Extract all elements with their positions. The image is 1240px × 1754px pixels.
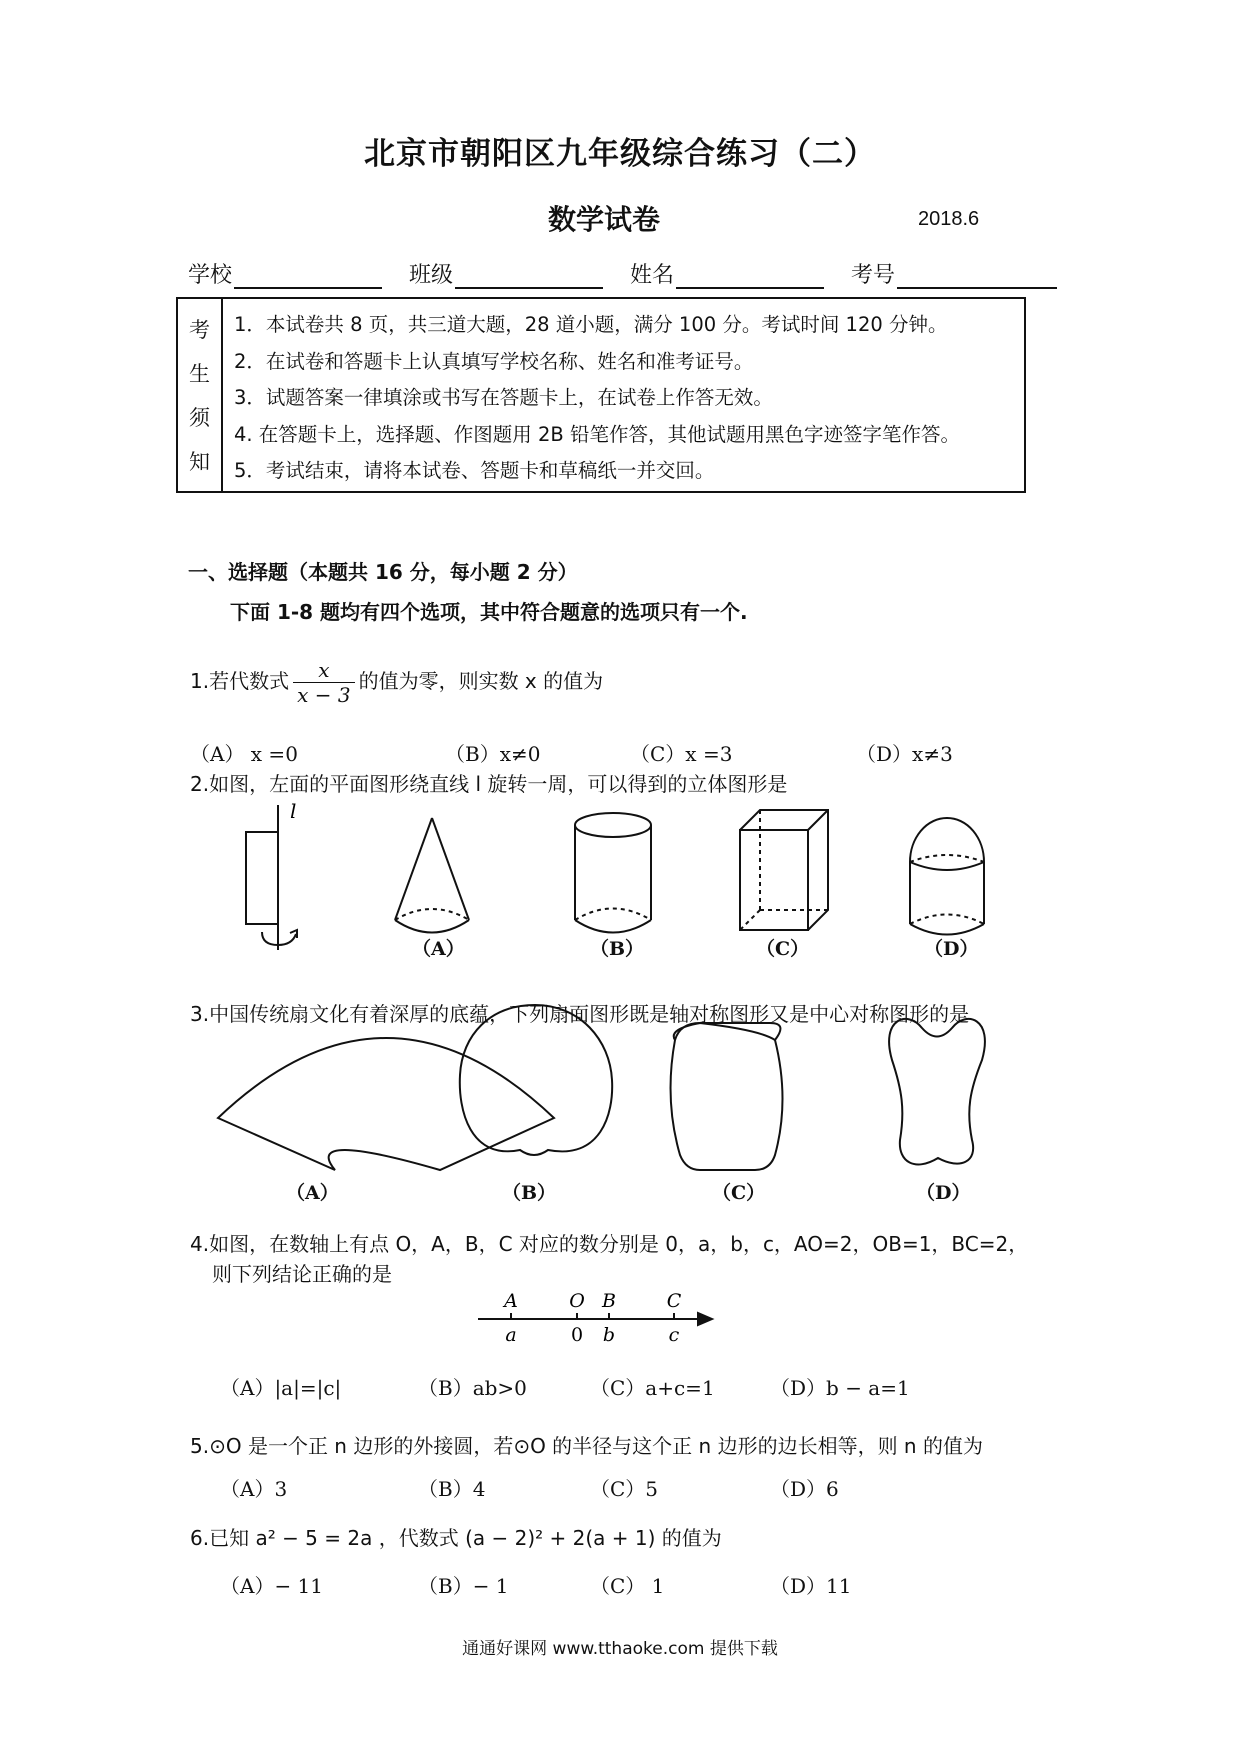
q2-capsule-figure: [910, 818, 984, 935]
q2-caption-d[interactable]: （D）: [924, 938, 979, 960]
q4-option-c[interactable]: （C）a+c=1: [590, 1376, 715, 1400]
question-6: 6.已知 a² − 5 = 2a ，代数式 (a − 2)² + 2(a + 1) 的值为: [190, 1526, 722, 1550]
q2-caption-a[interactable]: （A）: [412, 938, 465, 960]
q2-cylinder-figure: [575, 813, 651, 933]
q6-option-a[interactable]: （A）− 11: [220, 1574, 324, 1598]
q2-caption-c[interactable]: （C）: [756, 938, 810, 960]
q2-prism-figure: [740, 810, 828, 930]
point-name-c: C: [666, 1290, 682, 1312]
q3-fan-d: [889, 1019, 985, 1164]
section-note: 下面 1-8 题均有四个选项，其中符合题意的选项只有一个.: [230, 600, 748, 624]
q2-caption-b[interactable]: （B）: [590, 938, 645, 960]
point-name-a: A: [504, 1290, 518, 1312]
point-name-o: O: [569, 1290, 585, 1312]
q6-option-d[interactable]: （D）11: [770, 1574, 852, 1598]
q2-cone-figure: [395, 818, 469, 933]
point-value-a: a: [505, 1324, 517, 1346]
notice-side-label: 考 生 须 知: [178, 299, 223, 491]
field-name: 姓名: [630, 258, 824, 289]
q5-option-b[interactable]: （B）4: [418, 1477, 486, 1501]
question-5: 5.⊙O 是一个正 n 边形的外接圆，若⊙O 的半径与这个正 n 边形的边长相等，则 n 的值为: [190, 1434, 983, 1458]
question-1: 1.若代数式 $\frac{x}{x - 3}$ 的值为零，则实数 x 的值为: [190, 658, 604, 707]
notice-item: 2．在试卷和答题卡上认真填写学校名称、姓名和准考证号。: [234, 349, 754, 373]
notice-item: 1．本试卷共 8 页，共三道大题，28 道小题，满分 100 分。考试时间 120 分钟。: [234, 313, 948, 336]
field-school: 学校: [188, 258, 382, 289]
q4-option-d[interactable]: （D）b − a=1: [770, 1376, 910, 1400]
q1-option-a[interactable]: （A） x =0: [190, 742, 298, 766]
page-title: 北京市朝阳区九年级综合练习（二）: [364, 136, 876, 172]
q6-option-b[interactable]: （B）− 1: [418, 1574, 509, 1598]
q1-option-b[interactable]: （B）x≠0: [445, 742, 541, 766]
q4-option-a[interactable]: （A）|a|=|c|: [220, 1376, 342, 1400]
q1-option-d[interactable]: （D）x≠3: [856, 742, 953, 766]
question-3: 3.中国传统扇文化有着深厚的底蕴，下列扇面图形既是轴对称图形又是中心对称图形的是: [190, 1002, 970, 1026]
q3-caption-c[interactable]: （C）: [712, 1182, 766, 1204]
q6-option-c[interactable]: （C） 1: [590, 1574, 665, 1598]
notice-item: 3．试题答案一律填涂或书写在答题卡上，在试卷上作答无效。: [234, 386, 773, 409]
fraction: $\frac{x}{x - 3}$: [293, 658, 354, 707]
q1-option-c[interactable]: （C）x =3: [630, 742, 733, 766]
point-name-b: B: [602, 1290, 616, 1312]
axis-label-l: l: [290, 799, 297, 823]
q3-fan-c: [671, 1023, 783, 1170]
q5-option-d[interactable]: （D）6: [770, 1477, 839, 1501]
q3-caption-b[interactable]: （B）: [502, 1182, 557, 1204]
q3-caption-a[interactable]: （A）: [286, 1182, 339, 1204]
field-class: 班级: [409, 258, 603, 289]
question-2: 2.如图，左面的平面图形绕直线 l 旋转一周，可以得到的立体图形是: [190, 772, 788, 796]
question-4-line1: 4.如图，在数轴上有点 O，A，B，C 对应的数分别是 0，a，b，c，AO=2，OB=1，BC=2，: [190, 1232, 1029, 1256]
q4-option-b[interactable]: （B）ab>0: [418, 1376, 527, 1400]
q3-fan-b: [460, 1005, 612, 1155]
question-4-line2: 则下列结论正确的是: [212, 1262, 392, 1286]
page-footer: 通通好课网 www.tthaoke.com 提供下载: [462, 1639, 778, 1659]
notice-item: 4. 在答题卡上，选择题、作图题用 2B 铅笔作答，其他试题用黑色字迹签字笔作答。: [234, 422, 960, 446]
section-heading: 一、选择题（本题共 16 分，每小题 2 分）: [188, 560, 578, 584]
point-value-o: 0: [570, 1324, 584, 1346]
exam-subject: 数学试卷: [548, 203, 661, 236]
q2-plane-figure: [246, 805, 297, 950]
q5-option-c[interactable]: （C）5: [590, 1477, 659, 1501]
q5-option-a[interactable]: （A）3: [220, 1477, 288, 1501]
q3-caption-d[interactable]: （D）: [916, 1182, 971, 1204]
exam-date: 2018.6: [918, 208, 980, 230]
notice-item: 5．考试结束，请将本试卷、答题卡和草稿纸一并交回。: [234, 459, 715, 482]
point-value-b: b: [602, 1324, 616, 1346]
field-exam-number: 考号: [851, 258, 1057, 289]
point-value-c: c: [668, 1324, 680, 1346]
